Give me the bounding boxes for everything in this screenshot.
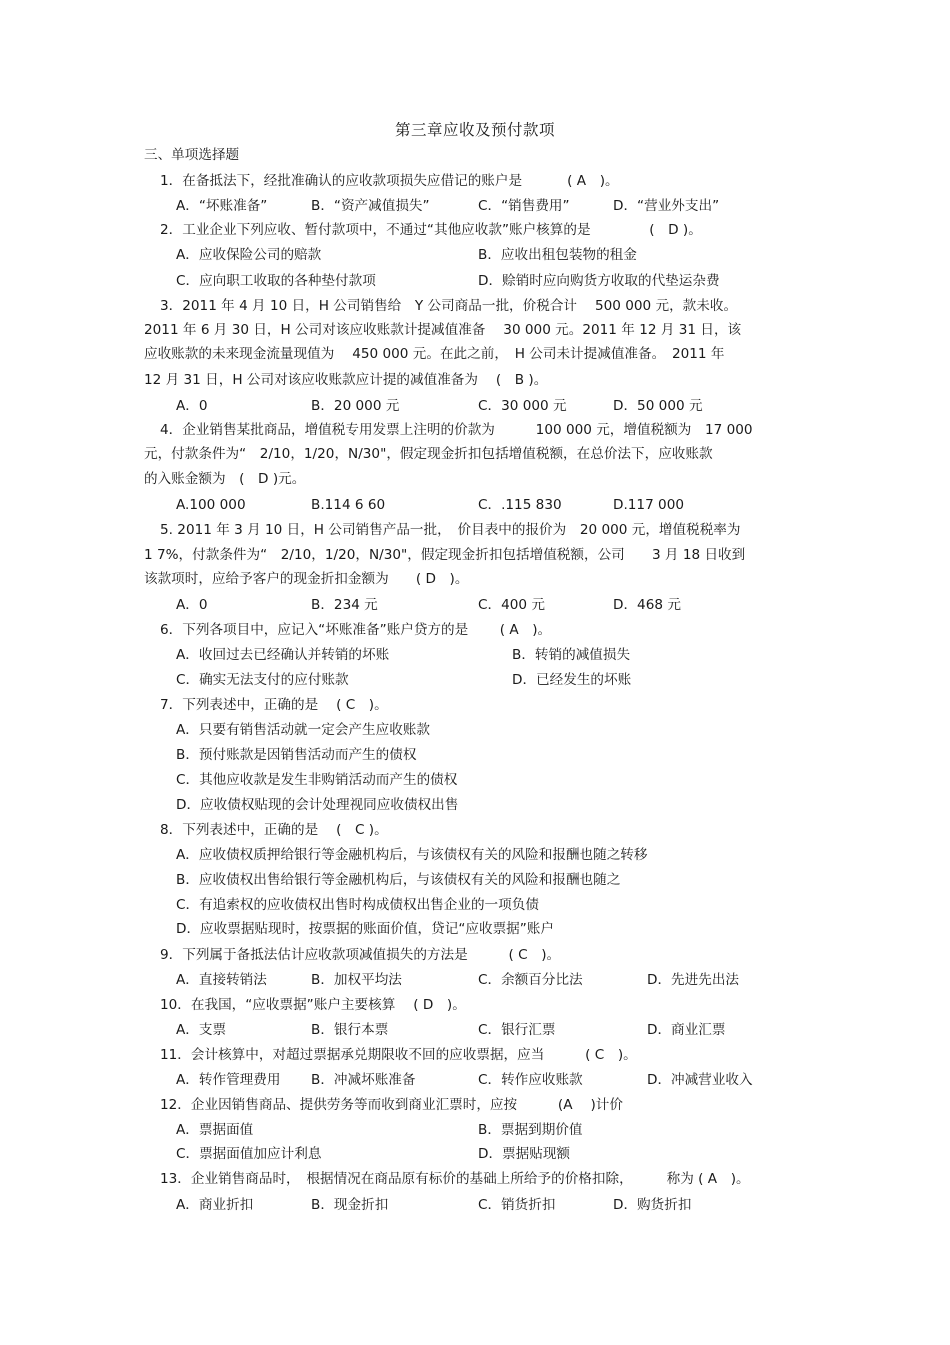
q9-option-b: B．加权平均法 (311, 972, 402, 988)
q2-option-d: D．赊销时应向购货方收取的代垫运杂费 (478, 273, 720, 289)
q6-option-c: C．确实无法支付的应付账款 (176, 672, 349, 688)
q7-option-d: D．应收债权贴现的会计处理视同应收债权出售 (176, 797, 459, 813)
q12-option-d: D．票据贴现额 (478, 1146, 571, 1162)
q10-option-b: B．银行本票 (311, 1022, 389, 1038)
chapter-title: 第三章应收及预付款项 (394, 121, 555, 139)
q2-option-a: A．应收保险公司的赔款 (176, 247, 322, 263)
question-4-line-2: 元，付款条件为“ 2/10，1/20，N/30"，假定现金折扣包括增值税额，在总价法下，应收账款 (144, 446, 713, 462)
q5-option-b: B．234 元 (311, 597, 378, 613)
q4-option-a: A.100 000 (176, 497, 246, 513)
q1-option-d: D．“营业外支出” (613, 198, 720, 214)
q3-option-b: B．20 000 元 (311, 398, 400, 414)
question-13: 13．企业销售商品时， 根据情况在商品原有标价的基础上所给予的价格扣除， 称为 ( A )。 (160, 1171, 750, 1187)
question-2: 2．工业企业下列应收、暂付款项中，不通过“其他应收款”账户核算的是 ( D )。 (160, 222, 702, 238)
q8-option-b: B．应收债权出售给银行等金融机构后，与该债权有关的风险和报酬也随之 (176, 872, 621, 888)
q13-option-c: C．销货折扣 (478, 1197, 556, 1213)
question-4-line-1: 4．企业销售某批商品，增值税专用发票上注明的价款为 100 000 元，增值税额为 17 000 (160, 422, 753, 438)
question-6: 6．下列各项目中，应记入“坏账准备”账户贷方的是 ( A )。 (160, 622, 552, 638)
q13-option-b: B．现金折扣 (311, 1197, 389, 1213)
question-4-line-3: 的入账金额为 ( D )元。 (144, 471, 306, 487)
q8-option-d: D．应收票据贴现时，按票据的账面价值，贷记“应收票据”账户 (176, 921, 554, 937)
question-11: 11．会计核算中，对超过票据承兑期限收不回的应收票据，应当 ( C )。 (160, 1047, 637, 1063)
q12-option-a: A．票据面值 (176, 1122, 254, 1138)
question-7: 7．下列表述中，正确的是 ( C )。 (160, 697, 388, 713)
question-5-line-2: 1 7%，付款条件为“ 2/10，1/20，N/30"，假定现金折扣包括增值税额，公司 3 月 18 日收到 (144, 547, 746, 563)
question-8: 8．下列表述中，正确的是 ( C )。 (160, 822, 388, 838)
question-12: 12．企业因销售商品、提供劳务等而收到商业汇票时，应按 (A )计价 (160, 1097, 623, 1113)
q5-option-a: A．0 (176, 597, 208, 613)
q4-option-c: C．.115 830 (478, 497, 562, 513)
section-heading: 三、单项选择题 (144, 147, 240, 163)
question-3-line-4: 12 月 31 日，H 公司对该应收账款应计提的减值准备为 ( B )。 (144, 372, 548, 388)
q11-option-d: D．冲减营业收入 (647, 1072, 753, 1088)
question-9: 9．下列属于备抵法估计应收款项减值损失的方法是 ( C )。 (160, 947, 561, 963)
q13-option-a: A．商业折扣 (176, 1197, 254, 1213)
q5-option-d: D．468 元 (613, 597, 681, 613)
q13-option-d: D．购货折扣 (613, 1197, 692, 1213)
q8-option-a: A．应收债权质押给银行等金融机构后，与该债权有关的风险和报酬也随之转移 (176, 847, 648, 863)
question-3-line-3: 应收账款的未来现金流量现值为 450 000 元。在此之前， H 公司未计提减值准备。 2011 年 (144, 346, 725, 362)
question-5-line-3: 该款项时，应给予客户的现金折扣金额为 ( D )。 (144, 571, 469, 587)
q7-option-b: B．预付账款是因销售活动而产生的债权 (176, 747, 417, 763)
q6-option-d: D．已经发生的坏账 (512, 672, 632, 688)
q3-option-c: C．30 000 元 (478, 398, 567, 414)
q7-option-c: C．其他应收款是发生非购销活动而产生的债权 (176, 772, 458, 788)
q3-option-d: D．50 000 元 (613, 398, 703, 414)
question-1: 1．在备抵法下，经批准确认的应收款项损失应借记的账户是 ( A )。 (160, 173, 619, 189)
question-3-line-1: 3．2011 年 4 月 10 日，H 公司销售给 Y 公司商品一批，价税合计 500 000 元，款未收。 (160, 298, 738, 314)
q7-option-a: A．只要有销售活动就一定会产生应收账款 (176, 722, 430, 738)
q1-option-a: A．“坏账准备” (176, 198, 268, 214)
q6-option-b: B．转销的减值损失 (512, 647, 631, 663)
q10-option-d: D．商业汇票 (647, 1022, 726, 1038)
q8-option-c: C．有追索权的应收债权出售时构成债权出售企业的一项负债 (176, 897, 539, 913)
question-3-line-2: 2011 年 6 月 30 日，H 公司对该应收账款计提减值准备 30 000 元。2011 年 12 月 31 日，该 (144, 322, 742, 338)
question-5-line-1: 5. 2011 年 3 月 10 日，H 公司销售产品一批， 价目表中的报价为 20 000 元，增值税税率为 (160, 522, 741, 538)
q2-option-c: C．应向职工收取的各种垫付款项 (176, 273, 376, 289)
q9-option-c: C．余额百分比法 (478, 972, 583, 988)
q10-option-c: C．银行汇票 (478, 1022, 556, 1038)
q4-option-b: B.114 6 60 (311, 497, 386, 513)
q1-option-b: B．“资产减值损失” (311, 198, 430, 214)
q4-option-d: D.117 000 (613, 497, 685, 513)
q11-option-a: A．转作管理费用 (176, 1072, 281, 1088)
q11-option-c: C．转作应收账款 (478, 1072, 583, 1088)
q1-option-c: C．“销售费用” (478, 198, 570, 214)
q9-option-d: D．先进先出法 (647, 972, 740, 988)
q12-option-b: B．票据到期价值 (478, 1122, 583, 1138)
question-10: 10．在我国，“应收票据”账户主要核算 ( D )。 (160, 997, 466, 1013)
q9-option-a: A．直接转销法 (176, 972, 267, 988)
q3-option-a: A．0 (176, 398, 208, 414)
q5-option-c: C．400 元 (478, 597, 545, 613)
q12-option-c: C．票据面值加应计利息 (176, 1146, 322, 1162)
q2-option-b: B．应收出租包装物的租金 (478, 247, 637, 263)
q11-option-b: B．冲减坏账准备 (311, 1072, 416, 1088)
q6-option-a: A．收回过去已经确认并转销的坏账 (176, 647, 390, 663)
q10-option-a: A．支票 (176, 1022, 227, 1038)
